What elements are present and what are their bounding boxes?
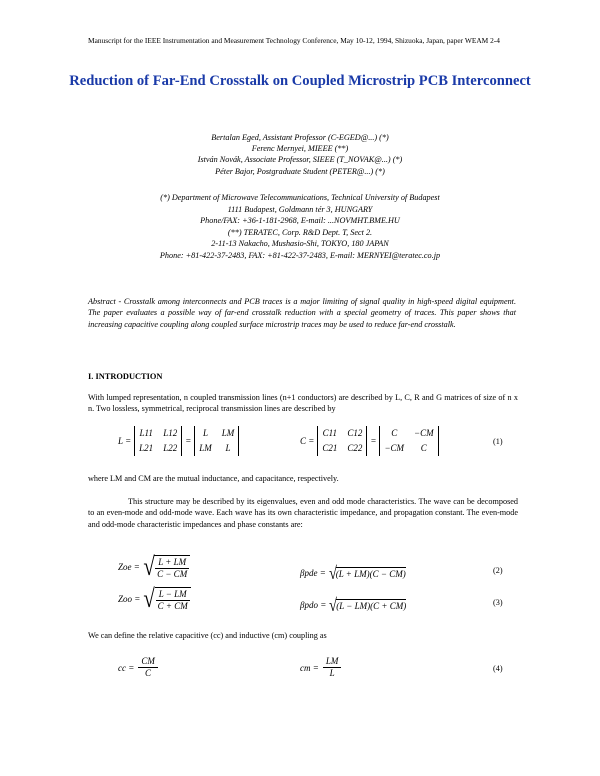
paragraph: With lumped representation, n coupled transmission lines (n+1 conductors) are described by L, C, R and G matrices of size of n x n. Two lossless, symmetrical, reciprocal transmission lines are described by [88, 393, 518, 414]
eq-label: Zoo = [118, 594, 141, 604]
equation-4-cm [300, 656, 341, 679]
author-line: Ferenc Mernyei, MIEEE (**) [251, 144, 349, 154]
matrix-cell: L [225, 443, 231, 453]
equation-4-cc [118, 656, 158, 679]
fraction [155, 589, 191, 612]
numerator: CM [138, 656, 158, 668]
affiliation-line: (**) TERATEC, Corp. R&D Dept. T, Sect 2. [227, 227, 373, 237]
sqrt [328, 592, 406, 618]
affiliation-line: Phone/FAX: +36-1-181-2968, E-mail: ...NOVMHT.BME.HU [200, 216, 400, 226]
affiliation-line: 2-11-13 Nakacho, Mushasio-Shi, TOKYO, 180 JAPAN [211, 239, 389, 249]
denominator: C + CM [157, 600, 188, 611]
matrix-cell: C [420, 443, 427, 453]
fraction [323, 656, 342, 679]
author-line: Bertalan Eged, Assistant Professor (C-EGED@...) (*) [211, 133, 389, 142]
eq-label: βpdo = [300, 600, 327, 610]
sqrt-sign: √ [328, 563, 337, 583]
equals-sign: = [185, 436, 192, 446]
eq-label: Zoe = [118, 562, 140, 572]
equation-3-Z [118, 586, 191, 612]
equation-2-beta [300, 560, 406, 586]
numerator: L + LM [155, 557, 189, 569]
affiliation-line: Phone: +81-422-37-2483, FAX: +81-422-37-2483, E-mail: MERNYEI@teratec.co.jp [159, 250, 441, 260]
matrix-cell: C11 [322, 428, 337, 438]
paper-title: Reduction of Far-End Crosstalk on Coupled Microstrip PCB Interconnect [69, 73, 531, 89]
affiliation-block [60, 192, 540, 262]
matrix-cell: L21 [139, 443, 154, 453]
section-heading: I. INTRODUCTION [88, 372, 163, 381]
denominator: C − CM [157, 568, 188, 579]
matrix-cell: −CM [414, 428, 434, 438]
L-matrix [134, 426, 182, 456]
matrix-cell: LM [199, 443, 212, 453]
equals-sign: = [370, 436, 377, 446]
equation-3-beta [300, 592, 406, 618]
sqrt-sign: √ [329, 595, 338, 615]
matrix-cell: L11 [139, 428, 153, 438]
matrix-cell: C [391, 428, 398, 438]
author-list [80, 132, 520, 177]
eq-label: cm = [300, 662, 319, 673]
matrix-cell: L22 [163, 443, 178, 453]
C-matrix [317, 426, 367, 456]
denominator: C [145, 668, 152, 678]
eq-label: cc = [118, 662, 135, 673]
equation-1-L [118, 426, 239, 456]
equation-number: (1) [493, 437, 503, 446]
affiliation-line: 1111 Budapest, Goldmann tér 3, HUNGARY [227, 204, 373, 214]
matrix-cell: −CM [384, 443, 405, 453]
sqrt-body: (L − LM)(C + CM) [336, 601, 407, 611]
matrix-cell: L [203, 428, 209, 438]
sqrt [142, 586, 190, 612]
sqrt [328, 560, 406, 586]
eq-label: L = [118, 436, 132, 446]
eq-label: C = [300, 436, 315, 446]
matrix-cell: L12 [163, 428, 178, 438]
numerator: L − LM [156, 589, 190, 601]
sqrt-sign: √ [143, 552, 155, 581]
equation-number: (4) [493, 664, 503, 673]
manuscript-note: Manuscript for the IEEE Instrumentation and Measurement Technology Conference, May 10-12, 1994, Shizuoka, Japan, paper WEAM 2-4 [88, 36, 500, 45]
numerator: LM [323, 656, 342, 668]
sqrt-body: (L + LM)(C − CM) [335, 569, 406, 579]
C-sym-matrix [379, 426, 438, 456]
author-line: Péter Bajor, Postgraduate Student (PETER@...) (*) [215, 166, 385, 176]
eq-label: βpde = [300, 568, 326, 578]
equation-2-Z [118, 554, 190, 580]
matrix-cell: C22 [347, 443, 363, 453]
affiliation-line: (*) Department of Microwave Telecommunications, Technical University of Budapest [160, 193, 440, 202]
matrix-cell: C12 [347, 428, 363, 438]
author-line: István Novák, Associate Professor, SIEEE (T_NOVAK@...) (*) [197, 155, 403, 165]
equation-number: (2) [493, 566, 503, 575]
sqrt-body [154, 555, 190, 580]
sqrt-body [155, 587, 191, 612]
paragraph: We can define the relative capacitive (cc) and inductive (cm) coupling as [88, 631, 327, 640]
fraction [138, 656, 158, 679]
fraction [154, 557, 190, 580]
equation-1-C [300, 426, 439, 456]
paragraph: where LM and CM are the mutual inductance, and capacitance, respectively. [88, 474, 339, 483]
matrix-cell: C21 [322, 443, 338, 453]
abstract: Abstract - Crosstalk among interconnects and PCB traces is a major limiting of signal quality in high-speed digital equipment. The paper evaluates a possible way of far-end crosstalk reduction with a special geometry of traces. This paper shows that increasing capacitive coupling along coupled surface microstrip traces may be used to reduce far-end crosstalk. [88, 297, 516, 329]
paragraph: This structure may be described by its eigenvalues, even and odd mode characteristics. The wave can be decomposed to an even-mode and odd-mode wave. Each wave has its own characteristic impedance, and propagation constant. The even-mode and odd-mode characteristic impedances and phase constants are: [88, 497, 518, 529]
L-sym-matrix [194, 426, 239, 456]
sqrt-sign: √ [143, 584, 156, 613]
equation-number: (3) [493, 598, 503, 607]
matrix-cell: LM [221, 428, 235, 438]
sqrt [142, 554, 190, 580]
denominator: L [329, 668, 335, 678]
